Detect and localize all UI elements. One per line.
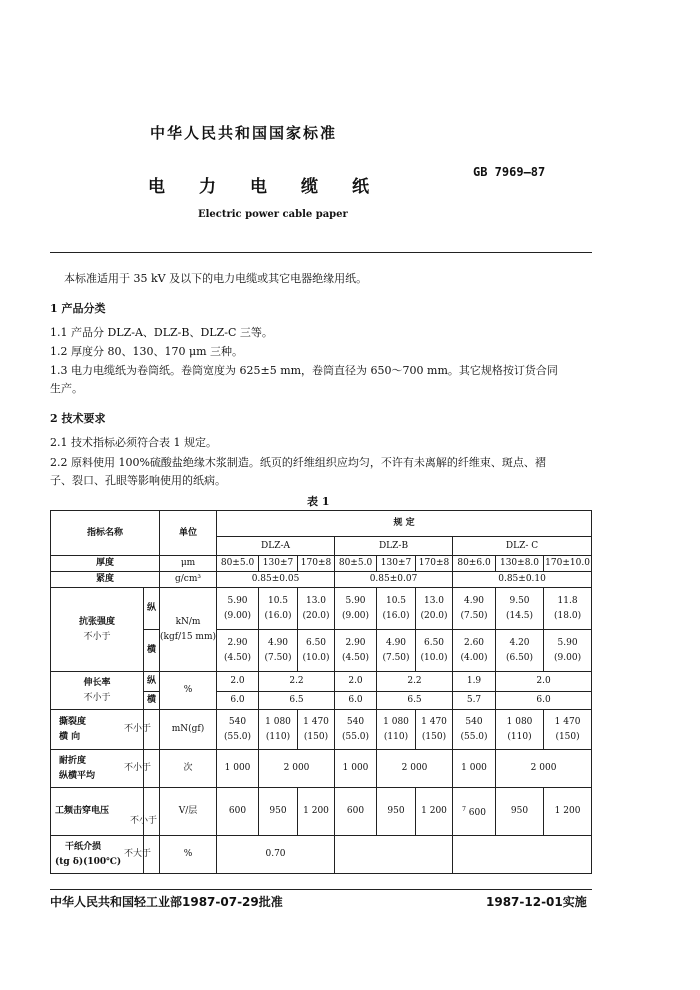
row-tear (51, 710, 592, 750)
table-caption: 表 1 (307, 495, 330, 508)
row-unit: g/cm³ (160, 572, 217, 588)
cell: 600 (217, 788, 259, 836)
document-title: 电力电缆纸 (148, 177, 403, 197)
tensile-sub: 不小于 (83, 631, 111, 642)
cell: 540 (55.0) (217, 710, 259, 750)
section-1-heading: 1 产品分类 (50, 302, 106, 315)
fold-sub: 不小于 (144, 750, 160, 788)
cell: 0.85±0.07 (335, 572, 453, 588)
cell: 80±6.0 (453, 556, 496, 572)
cell: 6.0 (496, 692, 592, 710)
cell: 2.0 (496, 672, 592, 692)
header-grade-c: DLZ- C (453, 537, 592, 556)
cell: 1 080 (110) (377, 710, 416, 750)
cell: 5.90 (9.00) (335, 588, 377, 630)
clause-2-2-cont: 子、裂口、孔眼等影响使用的纸病。 (50, 474, 226, 487)
cell: 4.20 (6.50) (496, 630, 544, 672)
dir-long: 纵 (144, 672, 160, 692)
breakdown-sub: 不小于 (144, 788, 160, 836)
cell: 1 470 (150) (298, 710, 335, 750)
clause-1-3-cont: 生产。 (50, 382, 83, 395)
clause-1-2: 1.2 厚度分 80、130、170 μm 三种。 (50, 345, 244, 358)
cell: 10.5 (16.0) (377, 588, 416, 630)
cell: 4.90 (7.50) (377, 630, 416, 672)
row-breakdown (51, 788, 592, 836)
header-grade-a: DLZ-A (217, 537, 335, 556)
header-rule (50, 252, 592, 253)
cell: 5.7 (453, 692, 496, 710)
cell (335, 836, 453, 874)
dir-trans: 横 (144, 692, 160, 710)
cell: 2.90 (4.50) (217, 630, 259, 672)
cell: 1 000 (335, 750, 377, 788)
row-fold (51, 750, 592, 788)
row-thickness (51, 556, 592, 572)
spec-table (50, 510, 592, 874)
cell: 6.0 (335, 692, 377, 710)
row-label: 工频击穿电压 (51, 788, 144, 836)
dir-long: 纵 (144, 588, 160, 630)
cell (453, 836, 592, 874)
cell: 2.0 (217, 672, 259, 692)
cell: 1 000 (453, 750, 496, 788)
cell: 170±8 (298, 556, 335, 572)
header-indicator: 指标名称 (51, 511, 160, 556)
cell: 13.0 (20.0) (416, 588, 453, 630)
loss-name-1: 干纸介损 (65, 841, 102, 852)
tear-name-2: 横 向 (59, 731, 81, 742)
section-2-heading: 2 技术要求 (50, 412, 106, 425)
cell: 1 080 (110) (496, 710, 544, 750)
cell: 2.90 (4.50) (335, 630, 377, 672)
clause-2-1: 2.1 技术指标必须符合表 1 规定。 (50, 436, 217, 449)
clause-2-2: 2.2 原料使用 100%硫酸盐绝缘木浆制造。纸页的纤维组织应均匀，不许有未离解的纤维束、斑点、褶 (50, 456, 546, 469)
footer-rule (50, 889, 592, 890)
cell: 1 200 (416, 788, 453, 836)
row-unit: % (160, 836, 217, 874)
cell: 9.50 (14.5) (496, 588, 544, 630)
cell: 1.9 (453, 672, 496, 692)
cell: 6.50 (10.0) (298, 630, 335, 672)
cell: 4.90 (7.50) (259, 630, 298, 672)
cell: 2 000 (496, 750, 592, 788)
gb-number: GB 7969—87 (473, 165, 546, 179)
tear-name-1: 撕裂度 (59, 716, 87, 727)
header-unit: 单位 (160, 511, 217, 556)
cell: 1 200 (544, 788, 592, 836)
row-unit: % (160, 672, 217, 710)
clause-1-1: 1.1 产品分 DLZ-A、DLZ-B、DLZ-C 三等。 (50, 326, 273, 339)
cell: 2.2 (377, 672, 453, 692)
row-unit: V/层 (160, 788, 217, 836)
row-tensile-long (51, 588, 592, 630)
tensile-name: 抗张强度 (78, 616, 115, 627)
loss-name-2: (tg δ)(100℃) (55, 856, 122, 867)
clause-1-3: 1.3 电力电缆纸为卷筒纸。卷筒宽度为 625±5 mm，卷筒直径为 650～700 mm。其它规格按订货合同 (50, 364, 558, 377)
row-unit: mN(gf) (160, 710, 217, 750)
cell: 2 000 (259, 750, 335, 788)
cell: 4.90 (7.50) (453, 588, 496, 630)
row-density (51, 572, 592, 588)
tear-sub: 不小于 (144, 710, 160, 750)
english-title: Electric power cable paper (198, 209, 348, 220)
cell: 0.70 (217, 836, 335, 874)
cell: 950 (496, 788, 544, 836)
cell: 1 470 (150) (544, 710, 592, 750)
cell: 2.60 (4.00) (453, 630, 496, 672)
dir-trans: 横 (144, 630, 160, 672)
cell: 950 (377, 788, 416, 836)
cell: 2.0 (335, 672, 377, 692)
cell: 1 200 (298, 788, 335, 836)
intro-paragraph: 本标准适用于 35 kV 及以下的电力电缆或其它电器绝缘用纸。 (64, 272, 368, 285)
cell: 1 080 (110) (259, 710, 298, 750)
row-loss (51, 836, 592, 874)
row-unit (160, 588, 217, 672)
row-label: 紧度 (51, 572, 160, 588)
cell: 6.50 (10.0) (416, 630, 453, 672)
cell: $^7$ 600 (453, 788, 496, 836)
row-label (51, 672, 144, 710)
row-unit: 次 (160, 750, 217, 788)
row-unit: μm (160, 556, 217, 572)
fold-name-2: 纵横平均 (59, 770, 96, 781)
cell: 10.5 (16.0) (259, 588, 298, 630)
row-elongation-long (51, 672, 592, 692)
cell: 6.5 (377, 692, 453, 710)
cell: 6.5 (259, 692, 335, 710)
cell: 950 (259, 788, 298, 836)
cell: 540 (55.0) (335, 710, 377, 750)
cell: 2 000 (377, 750, 453, 788)
cell: 80±5.0 (217, 556, 259, 572)
footer-approval: 中华人民共和国轻工业部1987-07-29批准 (50, 895, 283, 909)
cell: 170±10.0 (544, 556, 592, 572)
cell: 2.2 (259, 672, 335, 692)
elongation-name: 伸长率 (83, 677, 111, 688)
elongation-sub: 不小于 (83, 692, 111, 703)
cell: 540 (55.0) (453, 710, 496, 750)
cell: 130±7 (259, 556, 298, 572)
header-grade-b: DLZ-B (335, 537, 453, 556)
fold-name-1: 耐折度 (59, 755, 87, 766)
footer-effective-date: 1987-12-01实施 (486, 895, 587, 909)
cell: 13.0 (20.0) (298, 588, 335, 630)
cell: 0.85±0.05 (217, 572, 335, 588)
tensile-unit-2: (kgf/15 mm) (160, 631, 216, 642)
cell: 130±7 (377, 556, 416, 572)
cell: 5.90 (9.00) (544, 630, 592, 672)
cell: 0.85±0.10 (453, 572, 592, 588)
cell: 80±5.0 (335, 556, 377, 572)
tensile-unit-1: kN/m (175, 616, 201, 627)
cell: 1 470 (150) (416, 710, 453, 750)
cell: 600 (335, 788, 377, 836)
standard-org-title: 中华人民共和国国家标准 (150, 124, 338, 142)
cell: 170±8 (416, 556, 453, 572)
row-label (51, 588, 144, 672)
cell: 5.90 (9.00) (217, 588, 259, 630)
header-spec: 规 定 (217, 511, 592, 537)
cell: 6.0 (217, 692, 259, 710)
loss-sub: 不大于 (144, 836, 160, 874)
cell: 1 000 (217, 750, 259, 788)
row-label: 厚度 (51, 556, 160, 572)
cell: 130±8.0 (496, 556, 544, 572)
cell: 11.8 (18.0) (544, 588, 592, 630)
